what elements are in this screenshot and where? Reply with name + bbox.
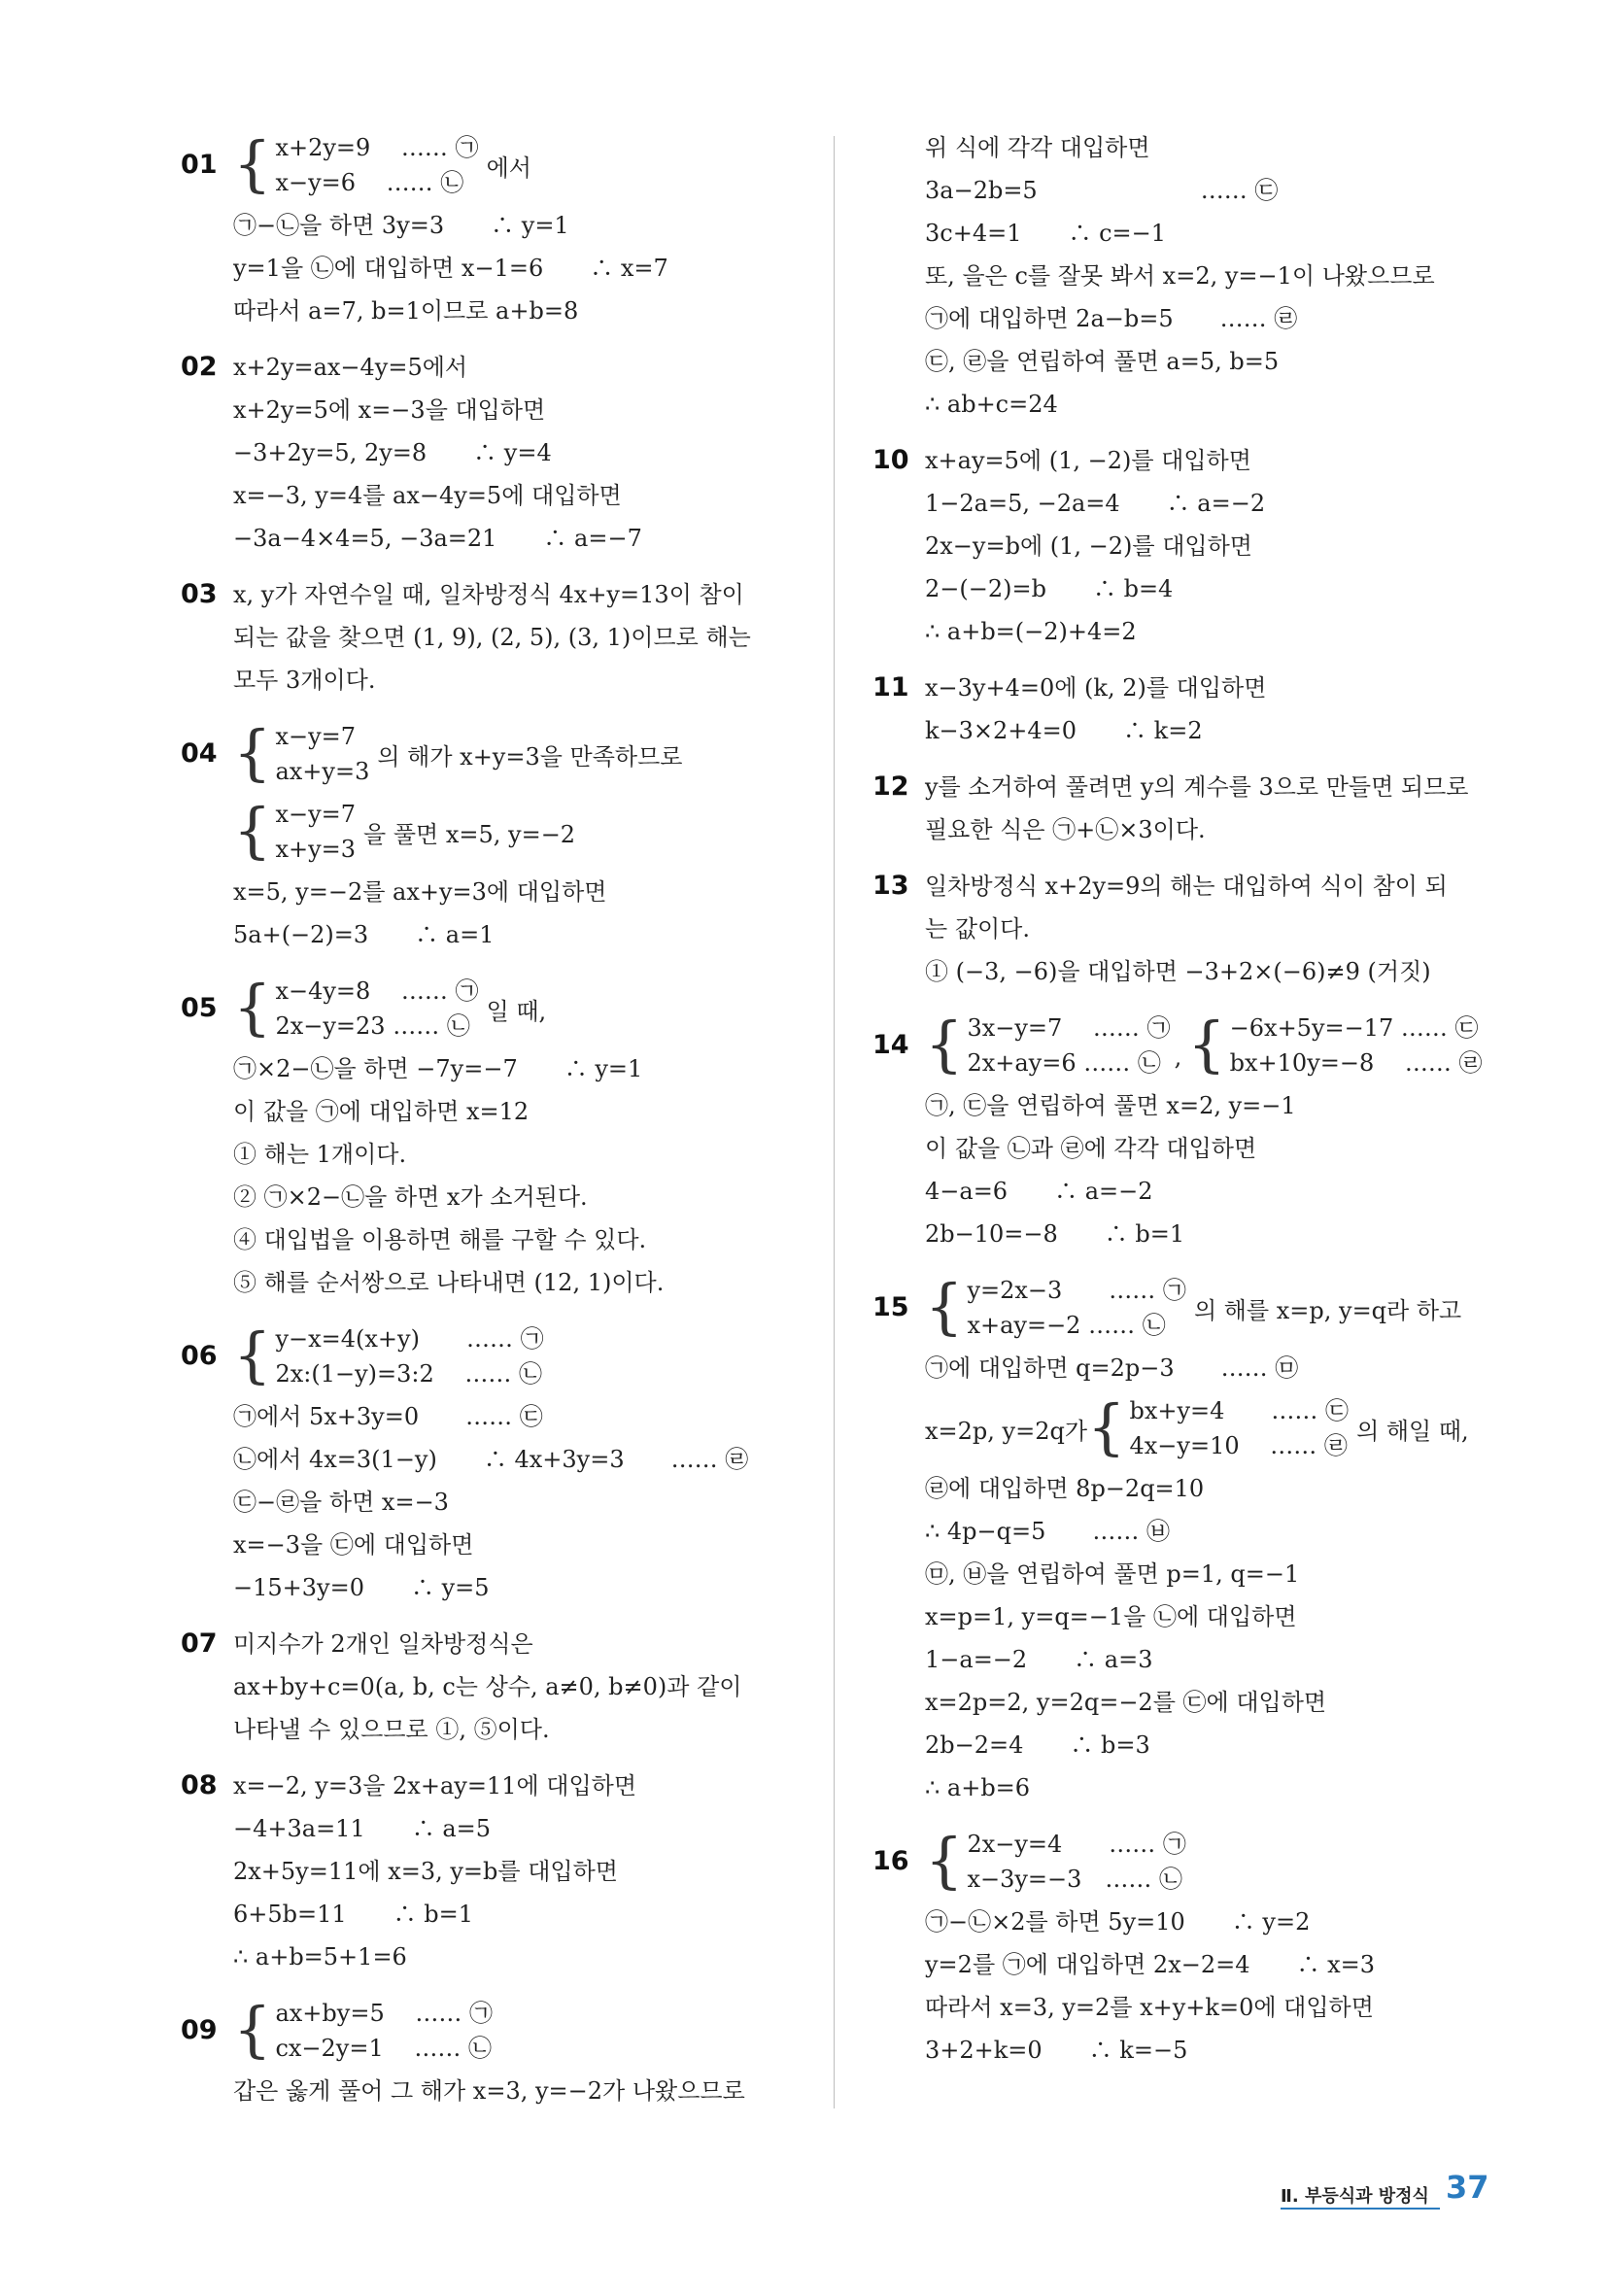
footer-rule	[1281, 2208, 1440, 2210]
solution-line: 6+5b=11 ∴ b=1	[233, 1901, 474, 1928]
equation-row: bx+y=4 …… ㉢	[1129, 1397, 1350, 1424]
system-caption: 의 해가 x+y=3을 만족하므로	[377, 742, 683, 771]
solution-line: 3+2+k=0 ∴ k=−5	[925, 2037, 1188, 2064]
problem-number: 11	[872, 672, 909, 703]
equation-row: −6x+5y=−17 …… ㉢	[1229, 1014, 1479, 1042]
solution-line: 위 식에 각각 대입하면	[925, 134, 1150, 161]
solution-line: 필요한 식은 ㉠+㉡×3이다.	[925, 816, 1206, 843]
equation-row: x−y=7	[275, 723, 357, 750]
brace-symbol: {	[925, 1825, 964, 1896]
equation-rows	[967, 1011, 1170, 1080]
solution-line: 되는 값을 찾으면 (1, 9), (2, 5), (3, 1)이므로 해는	[233, 624, 751, 651]
solution-line: 일차방정식 x+2y=9의 해는 대입하여 식이 참이 되	[925, 873, 1448, 900]
brace-symbol: {	[233, 795, 272, 866]
system-line	[925, 1007, 1494, 1084]
problem-number: 13	[872, 871, 909, 901]
equation-row: x+y=3	[275, 836, 357, 863]
solution-line: 이 값을 ㉠에 대입하면 x=12	[233, 1098, 530, 1125]
solution-line: x=5, y=−2를 ax+y=3에 대입하면	[233, 878, 607, 906]
problem-number: 08	[181, 1770, 218, 1800]
problem-12	[872, 766, 1494, 851]
equation-row: x−y=6 …… ㉡	[275, 169, 464, 196]
solution-line: ㉠에서 5x+3y=0 …… ㉢	[233, 1403, 543, 1430]
solution-line: x=−2, y=3을 2x+ay=11에 대입하면	[233, 1772, 637, 1799]
equation-system	[233, 974, 479, 1044]
equation-row: 2x:(1−y)=3:2 …… ㉡	[275, 1360, 542, 1388]
problem-number: 02	[181, 352, 218, 382]
equation-rows	[275, 1321, 543, 1391]
problem-number: 14	[872, 1030, 909, 1060]
solution-line: x=2p=2, y=2q=−2를 ㉢에 대입하면	[925, 1689, 1327, 1716]
solution-line: ㉢−㉣을 하면 x=−3	[233, 1489, 449, 1516]
solution-line: ㉠에 대입하면 q=2p−3 …… ㉤	[925, 1354, 1299, 1382]
brace-symbol: {	[1087, 1391, 1126, 1462]
equation-system	[925, 1827, 1186, 1897]
problem-cont	[872, 126, 1494, 426]
solution-line: 1−2a=5, −2a=4 ∴ a=−2	[925, 490, 1266, 517]
system-caption: 을 풀면 x=5, y=−2	[363, 820, 576, 848]
equation-system	[233, 1996, 493, 2066]
brace-symbol: {	[233, 128, 272, 199]
solution-line: ㉣에 대입하면 8p−2q=10	[925, 1475, 1205, 1502]
equation-system	[233, 1321, 544, 1391]
equation-row: 3x−y=7 …… ㉠	[967, 1014, 1171, 1042]
solution-line: 3c+4=1 ∴ c=−1	[925, 220, 1167, 247]
problem-14	[872, 1007, 1494, 1255]
equation-system	[233, 130, 479, 200]
system-line	[233, 970, 803, 1047]
solution-line: 따라서 x=3, y=2를 x+y+k=0에 대입하면	[925, 1994, 1374, 2021]
solution-line: x−3y+4=0에 (k, 2)를 대입하면	[925, 674, 1267, 702]
equation-system	[1187, 1011, 1482, 1080]
equation-system	[233, 797, 356, 867]
problem-number: 07	[181, 1628, 218, 1659]
system-caption: 일 때,	[486, 997, 547, 1025]
solution-line: y=1을 ㉡에 대입하면 x−1=6 ∴ x=7	[233, 255, 668, 282]
solution-line: 모두 3개이다.	[233, 667, 376, 694]
system-line	[233, 126, 803, 204]
problem-01	[181, 126, 803, 332]
system-caption: 의 해를 x=p, y=q라 하고	[1193, 1296, 1462, 1324]
equation-rows	[1230, 1011, 1483, 1080]
solution-line: 5a+(−2)=3 ∴ a=1	[233, 921, 495, 948]
solution-line: ax+by+c=0(a, b, c는 상수, a≠0, b≠0)과 같이	[233, 1673, 742, 1700]
solution-line: ㉠−㉡×2를 하면 5y=10 ∴ y=2	[925, 1908, 1311, 1936]
equation-rows	[1129, 1393, 1349, 1463]
solution-line: 4−a=6 ∴ a=−2	[925, 1178, 1153, 1205]
problem-number: 05	[181, 993, 218, 1023]
solution-line: 이 값을 ㉡과 ㉣에 각각 대입하면	[925, 1135, 1257, 1162]
solution-line: x, y가 자연수일 때, 일차방정식 4x+y=13이 참이	[233, 581, 744, 608]
solution-line: 2x+5y=11에 x=3, y=b를 대입하면	[233, 1858, 618, 1885]
solution-line: −4+3a=11 ∴ a=5	[233, 1815, 492, 1842]
solution-line: 미지수가 2개인 일차방정식은	[233, 1630, 533, 1658]
problem-07	[181, 1623, 803, 1751]
solution-line: ∴ 4p−q=5 …… ㉥	[925, 1518, 1171, 1545]
equation-row: x−3y=−3 …… ㉡	[967, 1866, 1183, 1893]
equation-row: 2x−y=4 …… ㉠	[967, 1831, 1186, 1858]
solution-line: ㉢, ㉣을 연립하여 풀면 a=5, b=5	[925, 348, 1280, 375]
solution-line: ④ 대입법을 이용하면 해를 구할 수 있다.	[233, 1226, 647, 1253]
solution-line: ∴ a+b=(−2)+4=2	[925, 618, 1137, 645]
equation-row: y−x=4(x+y) …… ㉠	[275, 1325, 544, 1353]
page-number: 37	[1446, 2169, 1489, 2206]
solution-line: ㉠에 대입하면 2a−b=5 …… ㉣	[925, 305, 1298, 332]
solution-line: x+2y=ax−4y=5에서	[233, 354, 468, 381]
solution-line: −3+2y=5, 2y=8 ∴ y=4	[233, 439, 552, 466]
system-line	[233, 793, 803, 871]
solution-line: ㉠, ㉢을 연립하여 풀면 x=2, y=−1	[925, 1092, 1296, 1119]
chapter-label: Ⅱ. 부등식과 방정식	[1281, 2186, 1429, 2207]
equation-row: bx+10y=−8 …… ㉣	[1229, 1049, 1483, 1077]
problem-number: 15	[872, 1292, 909, 1322]
solution-line: 나타낼 수 있으므로 ①, ⑤이다.	[233, 1716, 550, 1743]
solution-line: ㉤, ㉥을 연립하여 풀면 p=1, q=−1	[925, 1560, 1300, 1588]
problem-11	[872, 667, 1494, 752]
equation-row: y=2x−3 …… ㉠	[967, 1277, 1186, 1304]
system-prefix: x=2p, y=2q가	[925, 1417, 1088, 1445]
brace-symbol: {	[233, 717, 272, 788]
equation-row: ax+y=3	[275, 758, 370, 785]
solution-line: 2−(−2)=b ∴ b=4	[925, 575, 1174, 602]
problem-number: 01	[181, 150, 218, 180]
equation-rows	[275, 1996, 493, 2066]
equation-row: x−4y=8 …… ㉠	[275, 977, 479, 1005]
brace-symbol: {	[925, 1009, 964, 1079]
solution-line: 2b−2=4 ∴ b=3	[925, 1731, 1150, 1759]
equation-rows	[275, 719, 369, 789]
equation-row: ax+by=5 …… ㉠	[275, 2000, 493, 2027]
solution-line: ⑤ 해를 순서쌍으로 나타내면 (12, 1)이다.	[233, 1269, 665, 1296]
solution-line: 따라서 a=7, b=1이므로 a+b=8	[233, 297, 579, 325]
comma-separator: ,	[1174, 1044, 1182, 1071]
problem-number: 16	[872, 1846, 909, 1876]
solution-line: x+2y=5에 x=−3을 대입하면	[233, 396, 546, 424]
problem-number: 10	[872, 445, 909, 475]
left-column	[181, 126, 803, 2126]
problem-number: 04	[181, 738, 218, 769]
brace-symbol: {	[233, 1319, 272, 1390]
equation-row: 4x−y=10 …… ㉣	[1129, 1432, 1348, 1459]
problem-05	[181, 970, 803, 1304]
solution-line: −3a−4×4=5, −3a=21 ∴ a=−7	[233, 525, 642, 552]
system-line	[925, 1389, 1494, 1467]
solution-line: −15+3y=0 ∴ y=5	[233, 1574, 490, 1601]
brace-symbol: {	[925, 1271, 964, 1342]
problem-number: 09	[181, 2015, 218, 2045]
solution-line: 1−a=−2 ∴ a=3	[925, 1646, 1153, 1673]
solution-line: x=−3, y=4를 ax−4y=5에 대입하면	[233, 482, 622, 509]
solution-line: ∴ ab+c=24	[925, 391, 1058, 418]
solution-line: 또, 을은 c를 잘못 봐서 x=2, y=−1이 나왔으므로	[925, 262, 1435, 290]
equation-row: cx−2y=1 …… ㉡	[275, 2035, 493, 2062]
solution-line: ∴ a+b=6	[925, 1774, 1031, 1801]
problem-08	[181, 1765, 803, 1978]
problem-06	[181, 1318, 803, 1609]
equation-system	[233, 719, 369, 789]
brace-symbol: {	[233, 972, 272, 1043]
equation-row: x+ay=−2 …… ㉡	[967, 1312, 1166, 1339]
solution-line: 2b−10=−8 ∴ b=1	[925, 1220, 1185, 1248]
solution-line: ① (−3, −6)을 대입하면 −3+2×(−6)≠9 (거짓)	[925, 958, 1431, 985]
system-line	[925, 1823, 1494, 1901]
problem-number: 06	[181, 1341, 218, 1371]
solution-line: ∴ a+b=5+1=6	[233, 1943, 407, 1970]
equation-row: 2x+ay=6 …… ㉡	[967, 1049, 1161, 1077]
solution-line: y=2를 ㉠에 대입하면 2x−2=4 ∴ x=3	[925, 1951, 1376, 1978]
solution-line: ㉡에서 4x=3(1−y) ∴ 4x+3y=3 …… ㉣	[233, 1446, 749, 1473]
equation-row: x+2y=9 …… ㉠	[275, 134, 479, 161]
system-caption: 에서	[486, 154, 531, 182]
equation-rows	[967, 1273, 1185, 1343]
equation-row: x−y=7	[275, 801, 357, 828]
system-line	[233, 1318, 803, 1395]
equation-system	[925, 1273, 1186, 1343]
solution-line: x+ay=5에 (1, −2)를 대입하면	[925, 447, 1251, 474]
solution-line: ② ㉠×2−㉡을 하면 x가 소거된다.	[233, 1183, 588, 1211]
equation-system	[925, 1011, 1171, 1080]
right-column	[872, 126, 1494, 2085]
solution-line: 는 값이다.	[925, 915, 1030, 942]
problem-13	[872, 865, 1494, 993]
problem-04	[181, 715, 803, 956]
solution-line: ㉠−㉡을 하면 3y=3 ∴ y=1	[233, 212, 569, 239]
system-caption: 의 해일 때,	[1356, 1417, 1469, 1445]
solution-line: 2x−y=b에 (1, −2)를 대입하면	[925, 532, 1252, 560]
problem-03	[181, 573, 803, 702]
problem-number: 03	[181, 579, 218, 609]
brace-symbol: {	[1187, 1009, 1226, 1079]
problem-15	[872, 1269, 1494, 1809]
solution-line: x=−3을 ㉢에 대입하면	[233, 1531, 474, 1559]
problem-number: 12	[872, 771, 909, 802]
solution-line: 갑은 옳게 풀어 그 해가 x=3, y=−2가 나왔으므로	[233, 2077, 745, 2105]
solution-line: ㉠×2−㉡을 하면 −7y=−7 ∴ y=1	[233, 1055, 643, 1082]
solution-line: 3a−2b=5 …… ㉢	[925, 177, 1279, 204]
problem-10	[872, 439, 1494, 653]
system-line	[233, 1992, 803, 2070]
column-divider	[834, 136, 835, 2108]
equation-row: 2x−y=23 …… ㉡	[275, 1012, 470, 1040]
system-line	[233, 715, 803, 793]
problem-16	[872, 1823, 1494, 2072]
problem-09	[181, 1992, 803, 2112]
brace-symbol: {	[233, 1994, 272, 2065]
equation-rows	[275, 974, 478, 1044]
system-line	[925, 1269, 1494, 1347]
solution-line: x=p=1, y=q=−1을 ㉡에 대입하면	[925, 1603, 1297, 1630]
equation-rows	[967, 1827, 1185, 1897]
equation-rows	[275, 797, 356, 867]
problem-02	[181, 346, 803, 560]
solution-line: y를 소거하여 풀려면 y의 계수를 3으로 만들면 되므로	[925, 773, 1469, 801]
equation-system	[1087, 1393, 1349, 1463]
solution-line: ① 해는 1개이다.	[233, 1141, 407, 1168]
equation-rows	[275, 130, 478, 200]
solution-line: k−3×2+4=0 ∴ k=2	[925, 717, 1203, 744]
